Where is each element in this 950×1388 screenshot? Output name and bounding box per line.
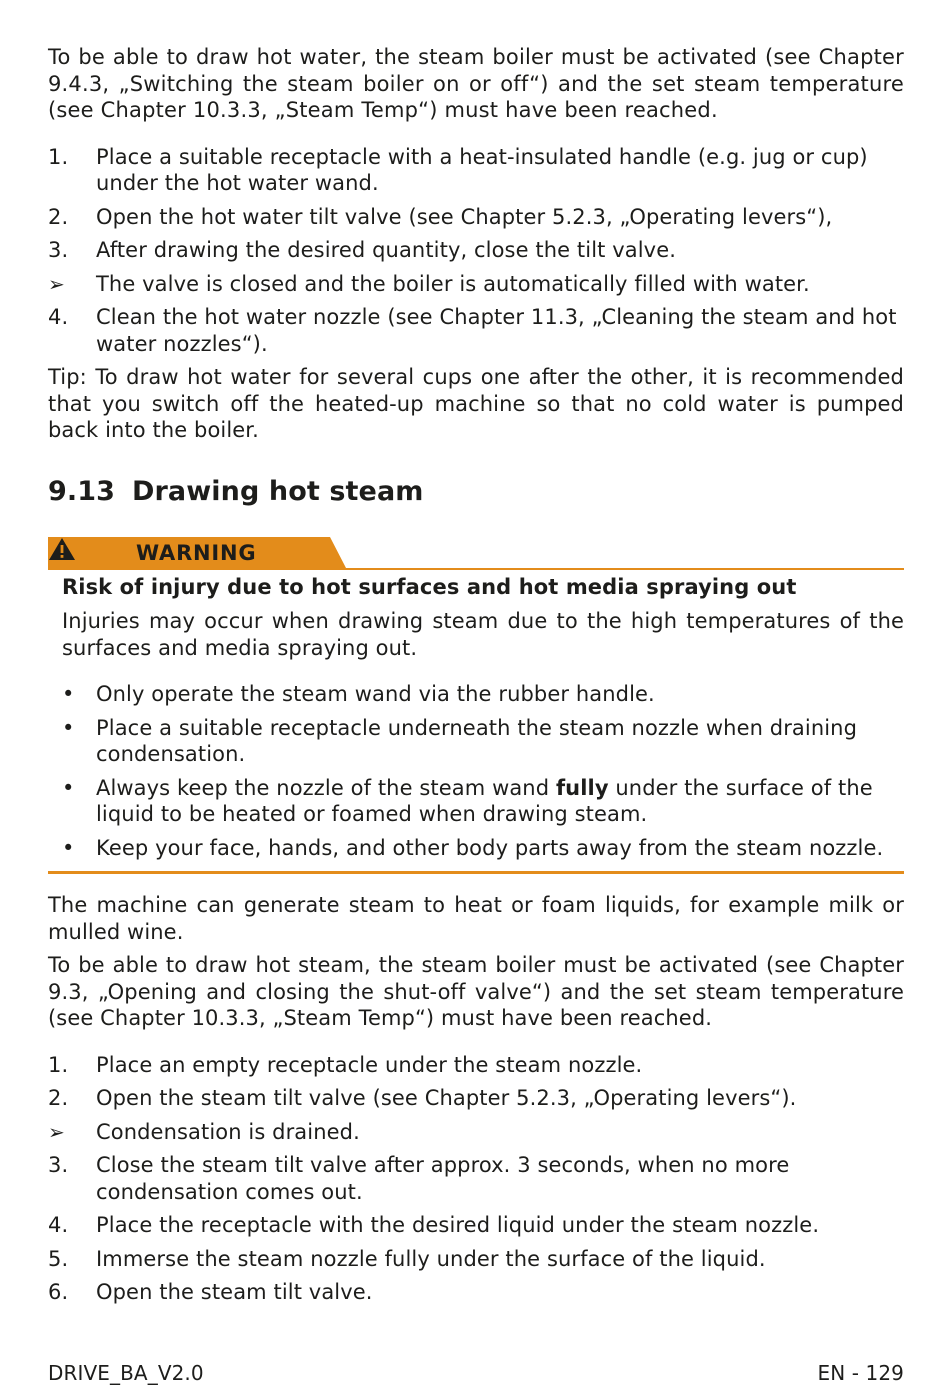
step-text: Clean the hot water nozzle (see Chapter 11.3, „Cleaning the steam and hot water nozzles“). [96,305,897,356]
step-text: Place the receptacle with the desired liquid under the steam nozzle. [96,1213,820,1237]
document-id: DRIVE_BA_V2.0 [48,1361,204,1385]
warning-bullets [62,681,904,861]
list-item [48,271,904,298]
warning-description: Injuries may occur when drawing steam due to the high temperatures of the surfaces and media spraying out. [62,609,904,660]
bullet-icon: • [62,715,75,740]
bullet-icon: • [62,835,75,860]
list-item [48,144,904,197]
section-number: 9.13 [48,475,116,507]
hot-water-steps [48,144,904,358]
list-item [62,681,904,708]
step-text: Open the steam tilt valve (see Chapter 5.2.3, „Operating levers“). [96,1086,797,1110]
warning-header [48,537,904,570]
bullet-text: Only operate the steam wand via the rubber handle. [96,682,655,706]
step-text: Place a suitable receptacle with a heat-insulated handle (e.g. jug or cup) under the hot water wand. [96,144,868,195]
bullet-text-emphasis: fully [555,775,609,800]
steam-paragraph-2: To be able to draw hot steam, the steam boiler must be activated (see Chapter 9.3, „Opening and closing the shut-off valve“) and the set steam temperature (see Chapter 10.3.3, „Steam Temp“) must have been reached. [48,953,904,1030]
warning-bottom-rule [48,871,904,874]
step-marker: 1. [48,144,69,169]
list-item [48,1052,904,1079]
section-title: Drawing hot steam [132,475,424,507]
step-marker: 5. [48,1246,69,1271]
list-item [48,1152,904,1205]
step-marker: 4. [48,1213,69,1237]
step-text: Immerse the steam nozzle fully under the surface of the liquid. [96,1246,766,1271]
bullet-text-part: under the surface of the liquid to be heated or foamed when drawing steam. [96,775,873,826]
page-content [48,44,904,1306]
bullet-text-part: Always keep the nozzle of the steam wand [96,775,556,800]
step-marker: 4. [48,305,69,329]
steam-paragraph-1: The machine can generate steam to heat or foam liquids, for example milk or mulled wine. [48,893,904,944]
warning-box [48,537,904,875]
steam-steps [48,1052,904,1306]
warning-title: Risk of injury due to hot surfaces and hot media spraying out [62,574,797,599]
list-item [62,775,904,828]
list-item [62,835,904,862]
step-text: Open the hot water tilt valve (see Chapter 5.2.3, „Operating levers“), [96,204,833,229]
step-text: The valve is closed and the boiler is automatically filled with water. [96,271,810,296]
list-item [48,1246,904,1273]
step-marker: 3. [48,1153,69,1177]
list-item [48,1085,904,1112]
list-item [48,1212,904,1239]
step-text: Open the steam tilt valve. [96,1280,373,1304]
bullet-text: Place a suitable receptacle underneath the steam nozzle when draining condensation. [96,715,858,766]
step-marker: 3. [48,238,69,262]
list-item [48,237,904,264]
page-footer [48,1360,904,1386]
warning-triangle-icon [48,537,76,561]
list-item [48,1279,904,1306]
result-arrow-icon: ➢ [48,1119,65,1144]
bullet-text [96,775,904,828]
step-text: Condensation is drained. [96,1119,360,1144]
page-number: EN - 129 [817,1361,904,1385]
step-marker: 2. [48,204,69,229]
bullet-icon: • [62,775,75,800]
list-item [62,715,904,768]
list-item [48,1119,904,1146]
step-text: After drawing the desired quantity, close the tilt valve. [96,238,676,262]
list-item [48,204,904,231]
bullet-icon: • [62,682,75,706]
step-marker: 6. [48,1280,69,1304]
warning-label: WARNING [136,540,257,565]
step-text: Place an empty receptacle under the steam nozzle. [96,1052,643,1077]
bullet-text: Keep your face, hands, and other body parts away from the steam nozzle. [96,835,884,860]
step-marker: 2. [48,1086,69,1110]
step-text: Close the steam tilt valve after approx. 3 seconds, when no more condensation comes out. [96,1153,790,1204]
section-heading [48,476,904,508]
list-item [48,304,904,357]
result-arrow-icon: ➢ [48,271,65,296]
tip-paragraph: Tip: To draw hot water for several cups one after the other, it is recommended that you switch off the heated-up machine so that no cold water is pumped back into the boiler. [48,365,904,442]
intro-paragraph: To be able to draw hot water, the steam boiler must be activated (see Chapter 9.4.3, „Switching the steam boiler on or off“) and the set steam temperature (see Chapter 10.3.3, „Steam Temp“) must have been reached. [48,45,904,122]
step-marker: 1. [48,1052,69,1077]
warning-body [48,574,904,862]
